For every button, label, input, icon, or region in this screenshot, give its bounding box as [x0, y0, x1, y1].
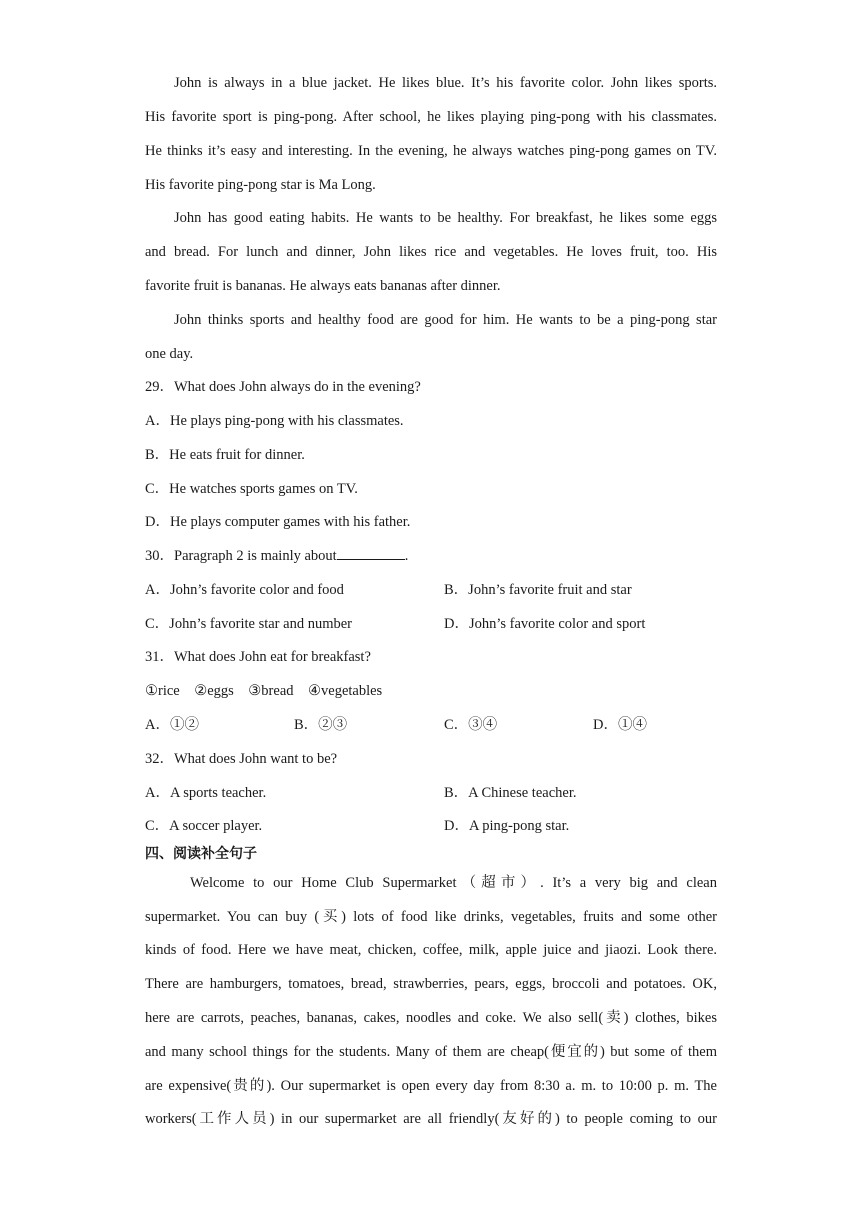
question-31-stem: 31．What does John eat for breakfast?: [145, 649, 371, 665]
question-29-option-d[interactable]: D．He plays computer games with his father.: [145, 514, 411, 530]
question-31-items: ①rice ②eggs ③bread ④vegetables: [145, 683, 383, 699]
passage-line: here are carrots, peaches, bananas, cakes, noodles and coke. We also sell(卖) clothes, bikes: [145, 1010, 717, 1026]
question-31-option-c[interactable]: C．③④: [444, 717, 498, 733]
question-30-option-c[interactable]: C．John’s favorite star and number: [145, 616, 352, 632]
question-30-stem-end: .: [404, 548, 409, 564]
question-30-option-a[interactable]: A．John’s favorite color and food: [145, 582, 344, 598]
question-31-option-d[interactable]: D．①④: [593, 717, 647, 733]
passage-line: and bread. For lunch and dinner, John likes rice and vegetables. He loves fruit, too. His: [145, 244, 717, 260]
passage-line: John thinks sports and healthy food are good for him. He wants to be a ping-pong star: [174, 312, 717, 328]
passage-line: John is always in a blue jacket. He likes blue. It’s his favorite color. John likes sports.: [174, 75, 717, 91]
passage-line: one day.: [145, 346, 194, 362]
question-30-option-b[interactable]: B．John’s favorite fruit and star: [444, 582, 632, 598]
passage-line: and many school things for the students. Many of them are cheap(便宜的) but some of them: [145, 1044, 717, 1060]
question-31-option-a[interactable]: A．①②: [145, 717, 199, 733]
passage-line: There are hamburgers, tomatoes, bread, strawberries, pears, eggs, broccoli and potatoes. OK,: [145, 976, 717, 992]
passage-line: His favorite ping-pong star is Ma Long.: [145, 177, 376, 193]
question-31-option-b[interactable]: B．②③: [294, 717, 348, 733]
question-32-option-b[interactable]: B．A Chinese teacher.: [444, 785, 577, 801]
question-29-option-b[interactable]: B．He eats fruit for dinner.: [145, 447, 305, 463]
question-29-option-c[interactable]: C．He watches sports games on TV.: [145, 481, 358, 497]
question-30-stem: [145, 545, 717, 567]
question-32-stem: 32．What does John want to be?: [145, 751, 338, 767]
question-32-option-c[interactable]: C．A soccer player.: [145, 818, 263, 834]
passage-line: He thinks it’s easy and interesting. In the evening, he always watches ping-pong games on TV.: [145, 143, 717, 159]
section-heading: 四、阅读补全句子: [145, 846, 257, 862]
passage-line: His favorite sport is ping-pong. After school, he likes playing ping-pong with his classmates.: [145, 109, 717, 125]
question-29-option-a[interactable]: A．He plays ping-pong with his classmates.: [145, 413, 404, 429]
question-29-stem: 29．What does John always do in the evening?: [145, 379, 421, 395]
passage-line: favorite fruit is bananas. He always eats bananas after dinner.: [145, 278, 501, 294]
passage-line: Welcome to our Home Club Supermarket（超市）. It’s a very big and clean: [190, 875, 717, 891]
passage-line: supermarket. You can buy (买) lots of food like drinks, vegetables, fruits and some other: [145, 909, 717, 925]
question-30-stem-text: 30．Paragraph 2 is mainly about: [145, 548, 337, 564]
passage-line: kinds of food. Here we have meat, chicken, coffee, milk, apple juice and jiaozi. Look there.: [145, 942, 717, 958]
answer-blank: [337, 545, 405, 560]
question-32-option-a[interactable]: A．A sports teacher.: [145, 785, 267, 801]
question-30-option-d[interactable]: D．John’s favorite color and sport: [444, 616, 646, 632]
question-32-option-d[interactable]: D．A ping-pong star.: [444, 818, 570, 834]
passage-line: John has good eating habits. He wants to be healthy. For breakfast, he likes some eggs: [174, 210, 717, 226]
passage-line: workers(工作人员) in our supermarket are all friendly(友好的) to people coming to our: [145, 1111, 717, 1127]
passage-line: are expensive(贵的). Our supermarket is open every day from 8:30 a. m. to 10:00 p. m. The: [145, 1078, 717, 1094]
